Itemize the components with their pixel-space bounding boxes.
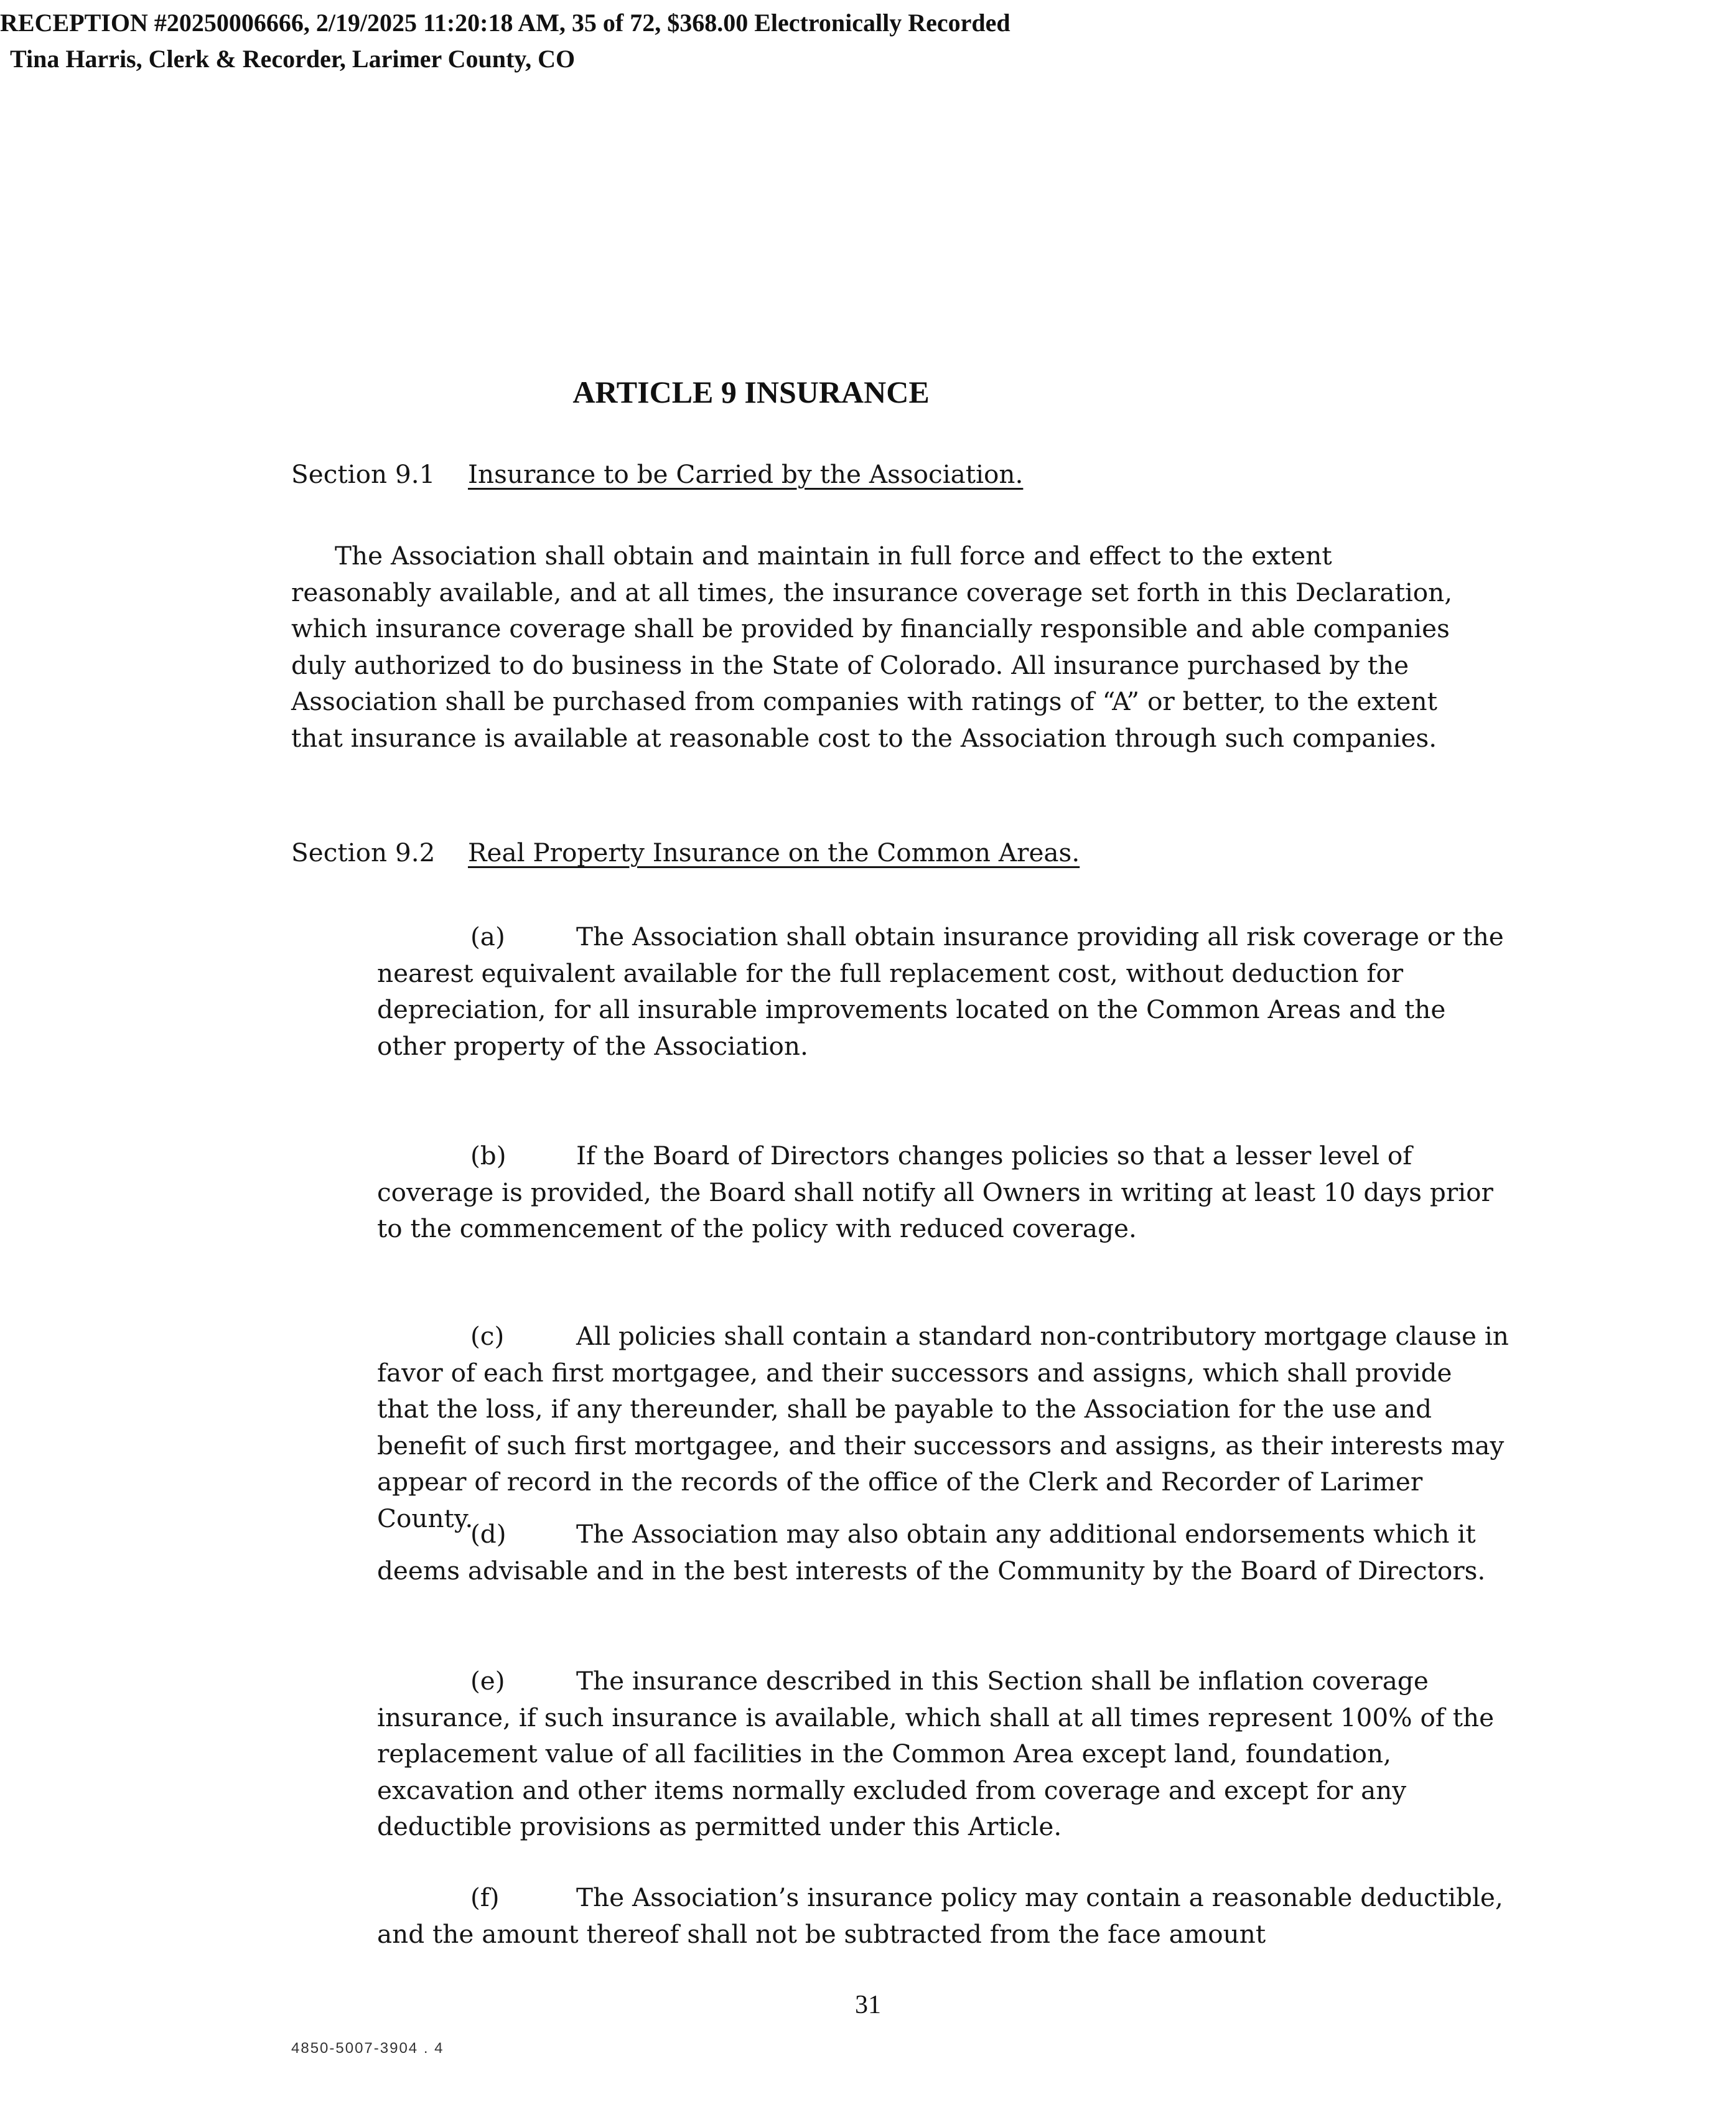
document-reference-number: 4850-5007-3904 . 4 [291, 2040, 444, 2057]
subsection-text: The Association shall obtain insurance providing all risk coverage or the nearest equivalent available for the full replacement cost, without deduction for depreciation, for all insurable improvements located on the Common Areas and the other property of the Association. [377, 922, 1504, 1061]
section-number: Section 9.2 [291, 838, 436, 867]
subsection-text: The Association may also obtain any additional endorsements which it deems advisable and in the best interests of the Community by the Board of Directors. [377, 1519, 1486, 1586]
clerk-recorder-line: Tina Harris, Clerk & Recorder, Larimer County, CO [10, 45, 576, 73]
subsection-text: If the Board of Directors changes policies so that a lesser level of coverage is provided, the Board shall notify all Owners in writing at least 10 days prior to the commencement of the policy with reduced coverage. [377, 1141, 1493, 1244]
section-9-2-heading [291, 834, 1080, 871]
section-caption: Insurance to be Carried by the Association. [468, 459, 1024, 489]
subsection-label: (e) [470, 1666, 505, 1696]
subsection-c [377, 1318, 1510, 1537]
subsection-f [377, 1879, 1510, 1952]
reception-stamp-line: RECEPTION #20250006666, 2/19/2025 11:20:18 AM, 35 of 72, $368.00 Electronically Recorded [0, 9, 1010, 37]
subsection-label: (c) [470, 1321, 505, 1351]
section-caption: Real Property Insurance on the Common Areas. [468, 838, 1080, 867]
subsection-label: (d) [470, 1519, 506, 1549]
subsection-label: (f) [470, 1882, 500, 1912]
subsection-label: (b) [470, 1141, 506, 1171]
subsection-d [377, 1516, 1510, 1589]
section-number: Section 9.1 [291, 459, 436, 489]
subsection-text: All policies shall contain a standard non-contributory mortgage clause in favor of each first mortgagee, and their successors and assigns, which shall provide that the loss, if any thereunder, shall be payable to the Association for the use and benefit of such first mortgagee, and their successors and assigns, as their interests may appear of record in the records of the office of the Clerk and Recorder of Larimer County. [377, 1321, 1509, 1533]
recording-header [0, 5, 1010, 77]
section-9-1-paragraph: The Association shall obtain and maintain in full force and effect to the extent reasonably available, and at all times, the insurance coverage set forth in this Declaration, which insurance coverage shall be provided by financially responsible and able companies duly authorized to do business in the State of Colorado. All insurance purchased by the Association shall be purchased from companies with ratings of “A” or better, to the extent that insurance is available at reasonable cost to the Association through such companies. [291, 541, 1453, 753]
page-number: 31 [855, 1991, 881, 2019]
article-title: ARTICLE 9 INSURANCE [572, 375, 930, 409]
subsection-text: The Association’s insurance policy may contain a reasonable deductible, and the amount thereof shall not be subtracted from the face amount [377, 1882, 1503, 1949]
subsection-label: (a) [470, 922, 505, 951]
section-9-1-heading [291, 456, 1023, 493]
subsection-text: The insurance described in this Section shall be inflation coverage insurance, if such insurance is available, which shall at all times represent 100% of the replacement value of all facilities in the Common Area except land, foundation, excavation and other items normally excluded from coverage and except for any deductible provisions as permitted under this Article. [377, 1666, 1495, 1842]
subsection-b [377, 1138, 1510, 1247]
subsection-a [377, 918, 1510, 1064]
subsection-e [377, 1663, 1510, 1845]
